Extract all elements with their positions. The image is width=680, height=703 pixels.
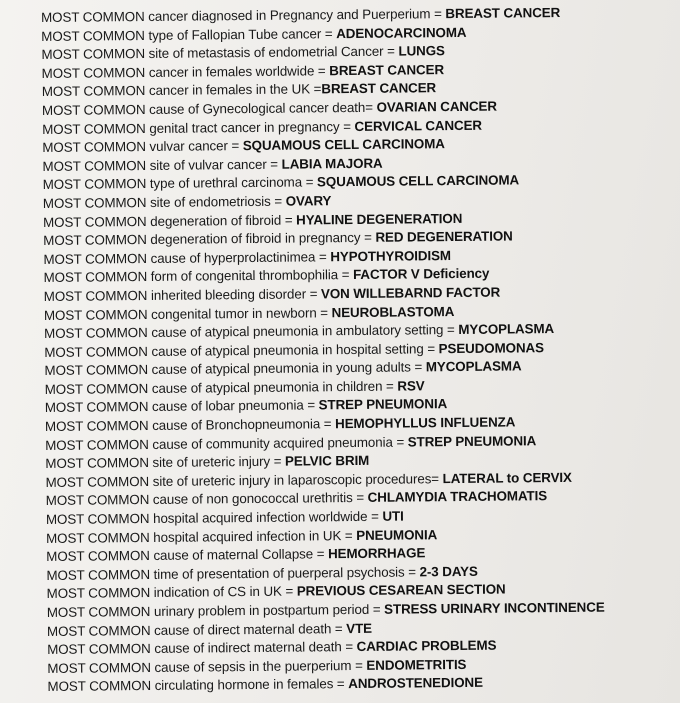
fact-answer: LUNGS: [398, 43, 445, 59]
fact-answer: VON WILLEBARND FACTOR: [320, 284, 501, 302]
fact-prefix: MOST COMMON cancer in females in the UK =: [41, 81, 322, 100]
fact-answer: STREP PNEUMONIA: [318, 396, 448, 413]
fact-answer: BREAST CANCER: [329, 61, 445, 79]
fact-prefix: MOST COMMON site of ureteric injury in laparoscopic procedures=: [45, 471, 443, 490]
fact-prefix: MOST COMMON cause of hyperprolactinimea =: [43, 248, 331, 267]
fact-prefix: MOST COMMON cancer diagnosed in Pregnancy and Puerperium =: [41, 6, 446, 25]
fact-answer: HEMOPHYLLUS INFLUENZA: [335, 414, 516, 432]
fact-answer: OVARY: [285, 193, 332, 209]
fact-answer: 2-3 DAYS: [419, 563, 478, 580]
fact-answer: BREAST CANCER: [321, 80, 437, 97]
fact-prefix: MOST COMMON indication of CS in UK =: [46, 583, 297, 602]
fact-answer: UTI: [382, 508, 404, 524]
fact-prefix: MOST COMMON cause of non gonococcal urethritis =: [45, 490, 368, 509]
fact-prefix: MOST COMMON cause of atypical pneumonia in children =: [44, 378, 398, 397]
fact-prefix: MOST COMMON genital tract cancer in pregnancy =: [42, 118, 355, 137]
fact-answer: PREVIOUS CESAREAN SECTION: [296, 581, 506, 599]
facts-list: [41, 3, 680, 697]
fact-prefix: MOST COMMON form of congenital thrombophilia =: [43, 267, 354, 286]
fact-answer: RSV: [397, 378, 425, 394]
fact-answer: VTE: [346, 620, 373, 636]
fact-prefix: MOST COMMON cause of atypical pneumonia in ambulatory setting =: [44, 322, 459, 342]
fact-answer: PNEUMONIA: [356, 526, 438, 543]
fact-answer: RED DEGENERATION: [375, 228, 513, 245]
fact-answer: SQUAMOUS CELL CARCINOMA: [316, 172, 520, 190]
fact-answer: ANDROSTENEDIONE: [348, 675, 483, 692]
fact-answer: BREAST CANCER: [445, 5, 561, 22]
fact-answer: CERVICAL CANCER: [354, 117, 483, 134]
fact-prefix: MOST COMMON type of Fallopian Tube cancer =: [41, 25, 337, 44]
fact-prefix: MOST COMMON urinary problem in postpartum period =: [46, 601, 385, 620]
fact-prefix: MOST COMMON cancer in females worldwide =: [41, 63, 330, 81]
fact-answer: ADENOCARCINOMA: [336, 24, 467, 41]
fact-prefix: MOST COMMON degeneration of fibroid in pregnancy =: [43, 229, 376, 249]
fact-prefix: MOST COMMON cause of Bronchopneumonia =: [44, 416, 336, 435]
fact-prefix: MOST COMMON site of endometriosis =: [42, 193, 286, 211]
fact-answer: OVARIAN CANCER: [376, 98, 497, 115]
fact-answer: CARDIAC PROBLEMS: [356, 637, 497, 655]
fact-prefix: MOST COMMON congenital tumor in newborn =: [43, 304, 332, 323]
fact-answer: FACTOR V Deficiency: [352, 266, 490, 283]
fact-prefix: MOST COMMON hospital acquired infection in UK =: [46, 527, 357, 546]
fact-prefix: MOST COMMON site of vulvar cancer =: [42, 156, 282, 174]
fact-answer: LATERAL to CERVIX: [442, 469, 572, 487]
fact-prefix: MOST COMMON site of metastasis of endometrial Cancer =: [41, 43, 399, 63]
fact-prefix: MOST COMMON cause of atypical pneumonia in young adults =: [44, 359, 426, 379]
fact-answer: SQUAMOUS CELL CARCINOMA: [242, 136, 445, 154]
fact-prefix: MOST COMMON cause of indirect maternal death =: [47, 639, 357, 658]
fact-prefix: MOST COMMON cause of community acquired pneumonia =: [45, 434, 408, 453]
fact-prefix: MOST COMMON cause of lobar pneumonia =: [44, 397, 319, 416]
fact-prefix: MOST COMMON site of ureteric injury =: [45, 453, 286, 472]
fact-answer: STREP PNEUMONIA: [407, 432, 537, 450]
fact-prefix: MOST COMMON vulvar cancer =: [42, 138, 243, 156]
fact-answer: MYCOPLASMA: [458, 321, 555, 338]
fact-prefix: MOST COMMON cause of atypical pneumonia in hospital setting =: [44, 340, 439, 360]
fact-answer: LABIA MAJORA: [281, 155, 383, 172]
fact-prefix: MOST COMMON inherited bleeding disorder =: [43, 286, 322, 304]
fact-answer: HEMORRHAGE: [327, 545, 426, 562]
fact-prefix: MOST COMMON time of presentation of puerperal psychosis =: [46, 564, 420, 583]
fact-prefix: MOST COMMON cause of Gynecological cancer death=: [41, 99, 377, 118]
fact-answer: CHLAMYDIA TRACHOMATIS: [367, 488, 548, 506]
fact-prefix: MOST COMMON cause of maternal Collapse =: [46, 546, 329, 565]
fact-answer: PELVIC BRIM: [284, 453, 370, 469]
fact-prefix: MOST COMMON cause of sepsis in the puerperium =: [47, 657, 367, 676]
fact-prefix: MOST COMMON degeneration of fibroid =: [42, 212, 297, 230]
fact-answer: PSEUDOMONAS: [438, 339, 544, 356]
fact-prefix: MOST COMMON cause of direct maternal death =: [46, 620, 347, 639]
fact-answer: NEUROBLASTOMA: [331, 303, 455, 320]
fact-answer: HYPOTHYROIDISM: [330, 247, 451, 264]
fact-answer: HYALINE DEGENERATION: [296, 210, 463, 228]
fact-answer: STRESS URINARY INCONTINENCE: [384, 599, 605, 617]
fact-answer: ENDOMETRITIS: [366, 656, 467, 673]
fact-prefix: MOST COMMON type of urethral carcinoma =: [42, 174, 318, 193]
fact-answer: MYCOPLASMA: [425, 358, 522, 375]
fact-prefix: MOST COMMON hospital acquired infection worldwide =: [45, 508, 383, 528]
fact-prefix: MOST COMMON circulating hormone in females =: [47, 676, 349, 695]
